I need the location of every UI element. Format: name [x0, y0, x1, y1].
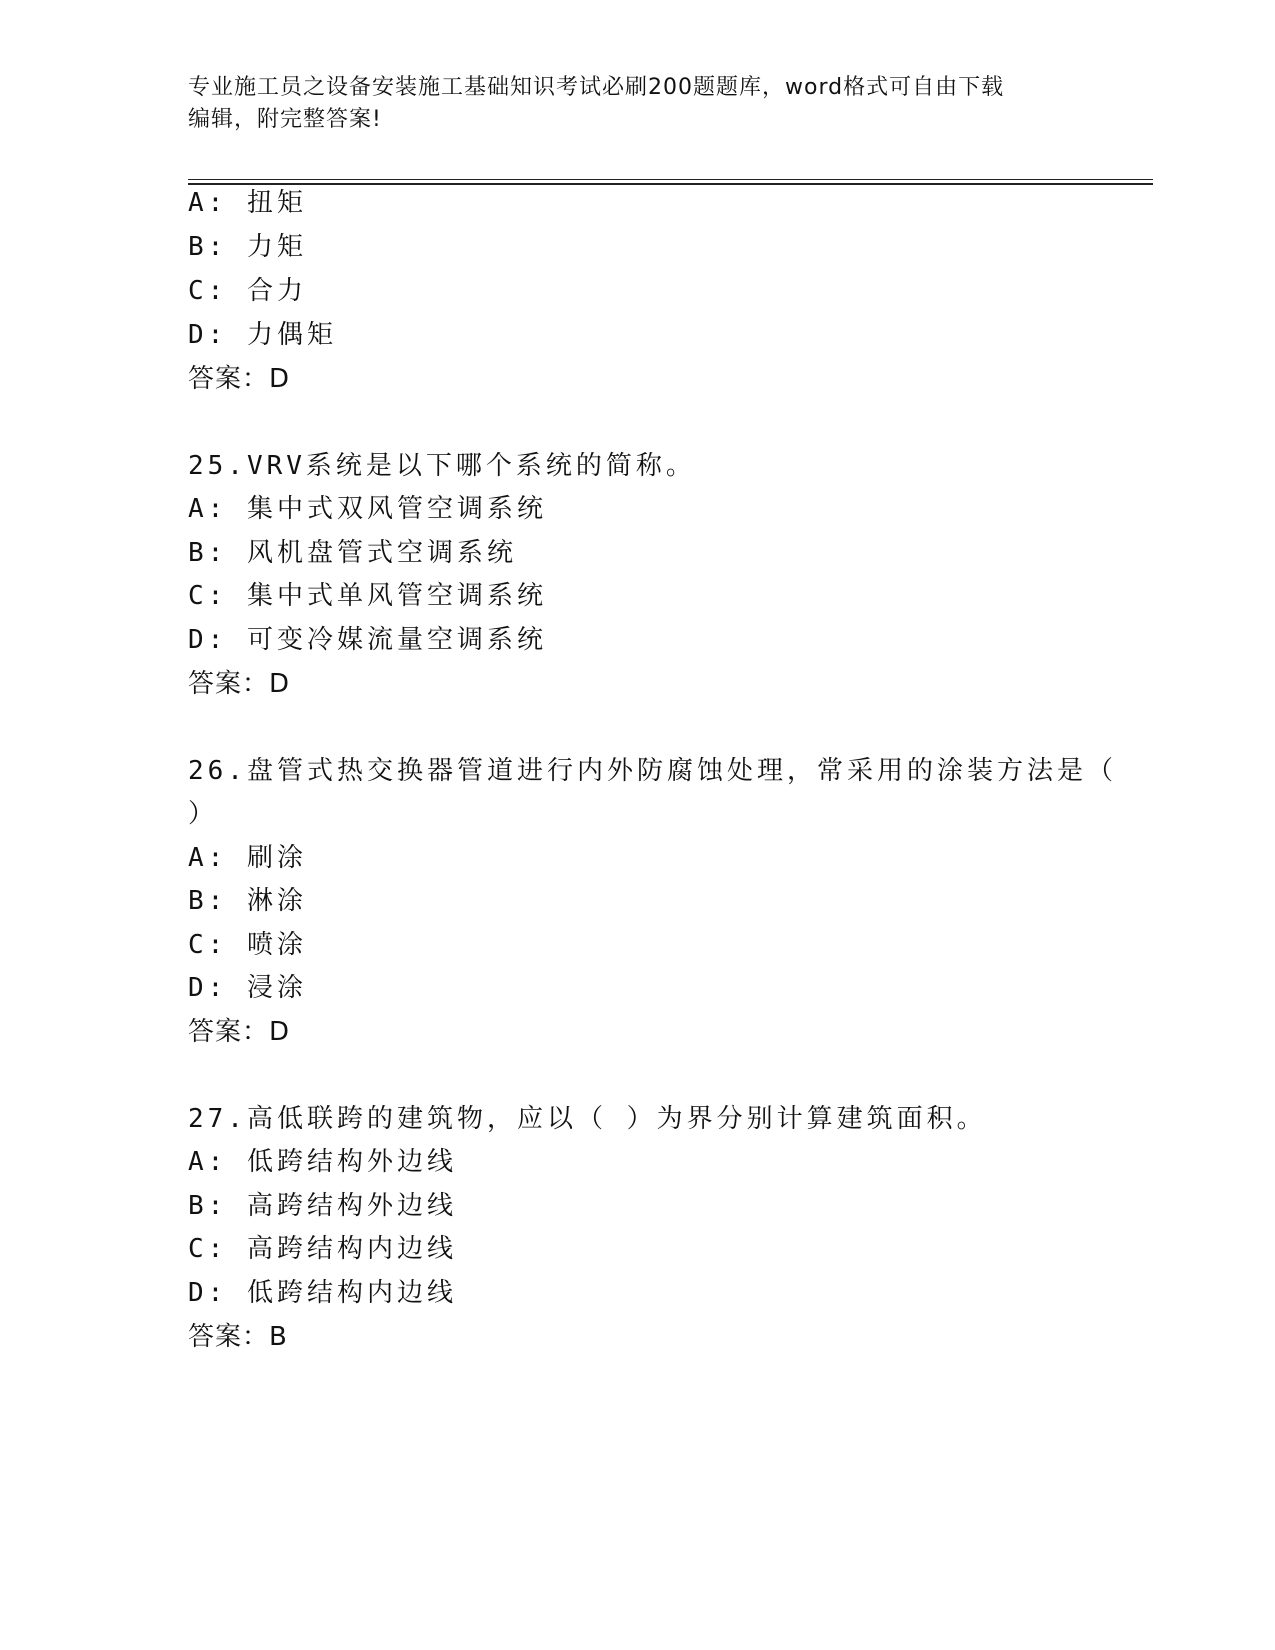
- q26-question-line-1: 26.盘管式热交换器管道进行内外防腐蚀处理，常采用的涂装方法是（: [188, 756, 1117, 786]
- q27-option-c: C: 高跨结构内边线: [188, 1234, 457, 1264]
- q27-answer: 答案：B: [188, 1322, 288, 1352]
- header-divider-thin: [188, 179, 1153, 180]
- header-divider-thick: [188, 183, 1153, 185]
- q25-option-c: C: 集中式单风管空调系统: [188, 581, 547, 611]
- q27-option-a: A: 低跨结构外边线: [188, 1147, 457, 1177]
- q25-question: 25.VRV系统是以下哪个系统的简称。: [188, 451, 696, 481]
- header-line-2: 编辑，附完整答案!: [188, 107, 382, 132]
- q25-answer: 答案：D: [188, 669, 291, 699]
- q27-option-b: B: 高跨结构外边线: [188, 1191, 457, 1221]
- q26-option-a: A: 刷涂: [188, 843, 307, 873]
- q24-option-b: B: 力矩: [188, 232, 307, 262]
- document-header: [188, 72, 1068, 136]
- header-line-1: 专业施工员之设备安装施工基础知识考试必刷200题题库，word格式可自由下载: [188, 75, 1005, 100]
- q25-option-d: D: 可变冷媒流量空调系统: [188, 625, 547, 655]
- q26-answer: 答案：D: [188, 1017, 291, 1047]
- q25-option-b: B: 风机盘管式空调系统: [188, 538, 517, 568]
- q26-option-c: C: 喷涂: [188, 930, 307, 960]
- q24-answer: 答案：D: [188, 364, 291, 394]
- q24-option-a: A: 扭矩: [188, 188, 307, 218]
- q26-question-line-2: ）: [188, 799, 219, 829]
- q26-option-d: D: 浸涂: [188, 973, 307, 1003]
- q26-option-b: B: 淋涂: [188, 886, 307, 916]
- q24-option-c: C: 合力: [188, 276, 307, 306]
- q24-option-d: D: 力偶矩: [188, 320, 337, 350]
- q27-question: 27.高低联跨的建筑物，应以（ ）为界分别计算建筑面积。: [188, 1104, 987, 1134]
- q25-option-a: A: 集中式双风管空调系统: [188, 494, 547, 524]
- q27-option-d: D: 低跨结构内边线: [188, 1278, 457, 1308]
